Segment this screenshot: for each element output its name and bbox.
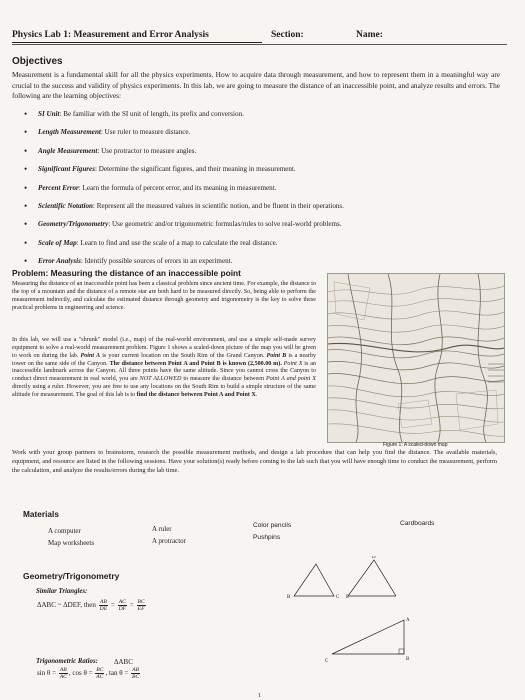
right-triangle (332, 620, 404, 654)
problem-paragraph-2: In this lab, we will use a "shrunk" model (i.e., map) of the real-world environment, and use a simple self-made survey equipment to solve a real-world measurement problem. Figure 1 shows a scaled-down picture of the map you will be given to work on during the lab. Point A is your current location on the South Rim of the Grand Canyon. Point B is a nearby tower on the same side of the Canyon. The distance between Point A and Point B is known (2,500.00 m). Point X is an inaccessible landmark across the Canyon. All three points have the same altitude. Since you cannot cross the Canyon to conduct direct measurement in real world, you are NOT ALLOWED to measure the distance between Point A and point X directly using a ruler. However, you are free to use any locations on the South Rim to build a simple structure of the same altitude for measurement. The goal of this lab is to find the distance between Point A and Point X. (12, 337, 317, 398)
similar-triangles-heading: Similar Triangles: (36, 588, 88, 595)
objectives-list (24, 109, 504, 275)
trig-ratios-formula: sin θ = $\frac{AB}{AC}$ , cos θ = $\frac{BC}{AC}$ , tan θ = $\frac{AB}{BC}$ (37, 667, 140, 680)
objectives-heading: Objectives (12, 56, 63, 67)
grand-canyon-map-image (327, 273, 505, 443)
header-rule (12, 44, 507, 45)
fraction: $\frac{AB}{AC}$ (59, 667, 67, 680)
objective-item: • Scientific Notation: Represent all the measured values in scientific notion, and be fluent in their operations. (24, 201, 504, 219)
right-angle-marker (399, 649, 404, 654)
right-triangle-figure (322, 616, 422, 666)
objective-item: • Significant Figures: Determine the significant figures, and their meaning in measurement. (24, 164, 504, 182)
fraction: $\frac{AB}{BC}$ (132, 667, 140, 680)
problem-paragraph-3: Work with your group partners to brainstorm, research the possible measurement methods, and design a lab procedure that can help you find the distance. The available materials, equipment, and resource are listed in the following sessions. Have your solution(s) ready before coming to the lab such that you will have enough time to conduct the measurement, perform the calculation, and analyze the results/errors during the lab time. (12, 449, 497, 474)
vertex-label: A (406, 618, 410, 623)
objective-item: • Percent Error: Learn the formula of percent error, and its meaning in measurement. (24, 183, 504, 201)
map-illustration (328, 274, 504, 442)
fraction: $\frac{AC}{DF}$ (118, 599, 127, 612)
objective-item: • Scale of Map: Learn to find and use the scale of a map to calculate the real distance. (24, 238, 504, 256)
fraction: $\frac{AB}{DE}$ (99, 599, 108, 612)
trig-ratios-heading: Trigonometric Ratios: (36, 658, 98, 665)
material-item: Pushpins (253, 534, 281, 541)
vertex-label: D (372, 556, 376, 560)
name-label: Name: (356, 30, 383, 40)
vertex-label: B (406, 657, 410, 662)
objective-item: • Length Measurement: Use ruler to measure distance. (24, 127, 504, 145)
objectives-intro: Measurement is a fundamental skill for all the physics experiments. How to acquire data through measurement, and how to represent them in a meaningful way are crucial to the success and validity of physics experiments. In this lab, we are going to measure the distance of an inaccessible point, and analyze results and errors. The following are the learning objectives: (12, 70, 500, 101)
section-label: Section: (271, 30, 304, 40)
similar-triangles-formula: ΔABC ~ ΔDEF, then $\frac{AB}{DE}$ = $\frac{AC}{DF}$ = $\frac{BC}{EF}$ (37, 599, 145, 612)
problem-heading: Problem: Measuring the distance of an inaccessible point (12, 268, 241, 278)
vertex-label: C (325, 659, 329, 664)
objective-item: • Angle Measurement: Use protractor to measure angles. (24, 146, 504, 164)
objective-item: • Error Analysis: Identify possible sources of errors in an experiment. (24, 256, 504, 274)
material-item: Color pencils (253, 522, 292, 529)
objective-item: • SI Unit: Be familiar with the SI unit of length, its prefix and conversion. (24, 109, 504, 127)
fraction: $\frac{BC}{AC}$ (96, 667, 104, 680)
page-number: 1 (258, 693, 261, 699)
fraction: $\frac{BC}{EF}$ (137, 599, 145, 612)
material-item: A ruler (152, 525, 172, 533)
triangle-def (348, 560, 396, 596)
materials-heading: Materials (23, 509, 59, 519)
title-underline (12, 42, 262, 43)
material-item: A protractor (152, 537, 187, 545)
vertex-label: C (336, 595, 340, 600)
material-item: A computer (48, 527, 81, 535)
trig-triangle-label: ΔABC (114, 658, 133, 666)
objective-item: • Geometry/Trigonometry: Use geometric and/or trigonometric formulas/rules to solve real-world problems. (24, 219, 504, 237)
problem-paragraph-1: Measuring the distance of an inaccessible point has been a classical problem since ancient time. For example, the distance to the top of a mountain and the distance of a remote star are both hard to be measured directly. So, being able to perform the measurement indirectly, and calculate the estimated distance through geometry and trigonometry is the key to solve these practical problems in engineering and science. (12, 281, 316, 311)
vertex-label: E (346, 595, 350, 600)
material-item: Map worksheets (48, 539, 95, 547)
geometry-heading: Geometry/Trigonometry (23, 571, 120, 581)
similar-triangles-figure (286, 556, 396, 606)
triangle-abc (294, 564, 334, 596)
lab-title: Physics Lab 1: Measurement and Error Analysis (12, 30, 209, 40)
figure-caption: Figure 1: A scaled-down map (383, 442, 448, 448)
vertex-label: B (287, 595, 291, 600)
material-item: Cardboards (400, 520, 435, 527)
